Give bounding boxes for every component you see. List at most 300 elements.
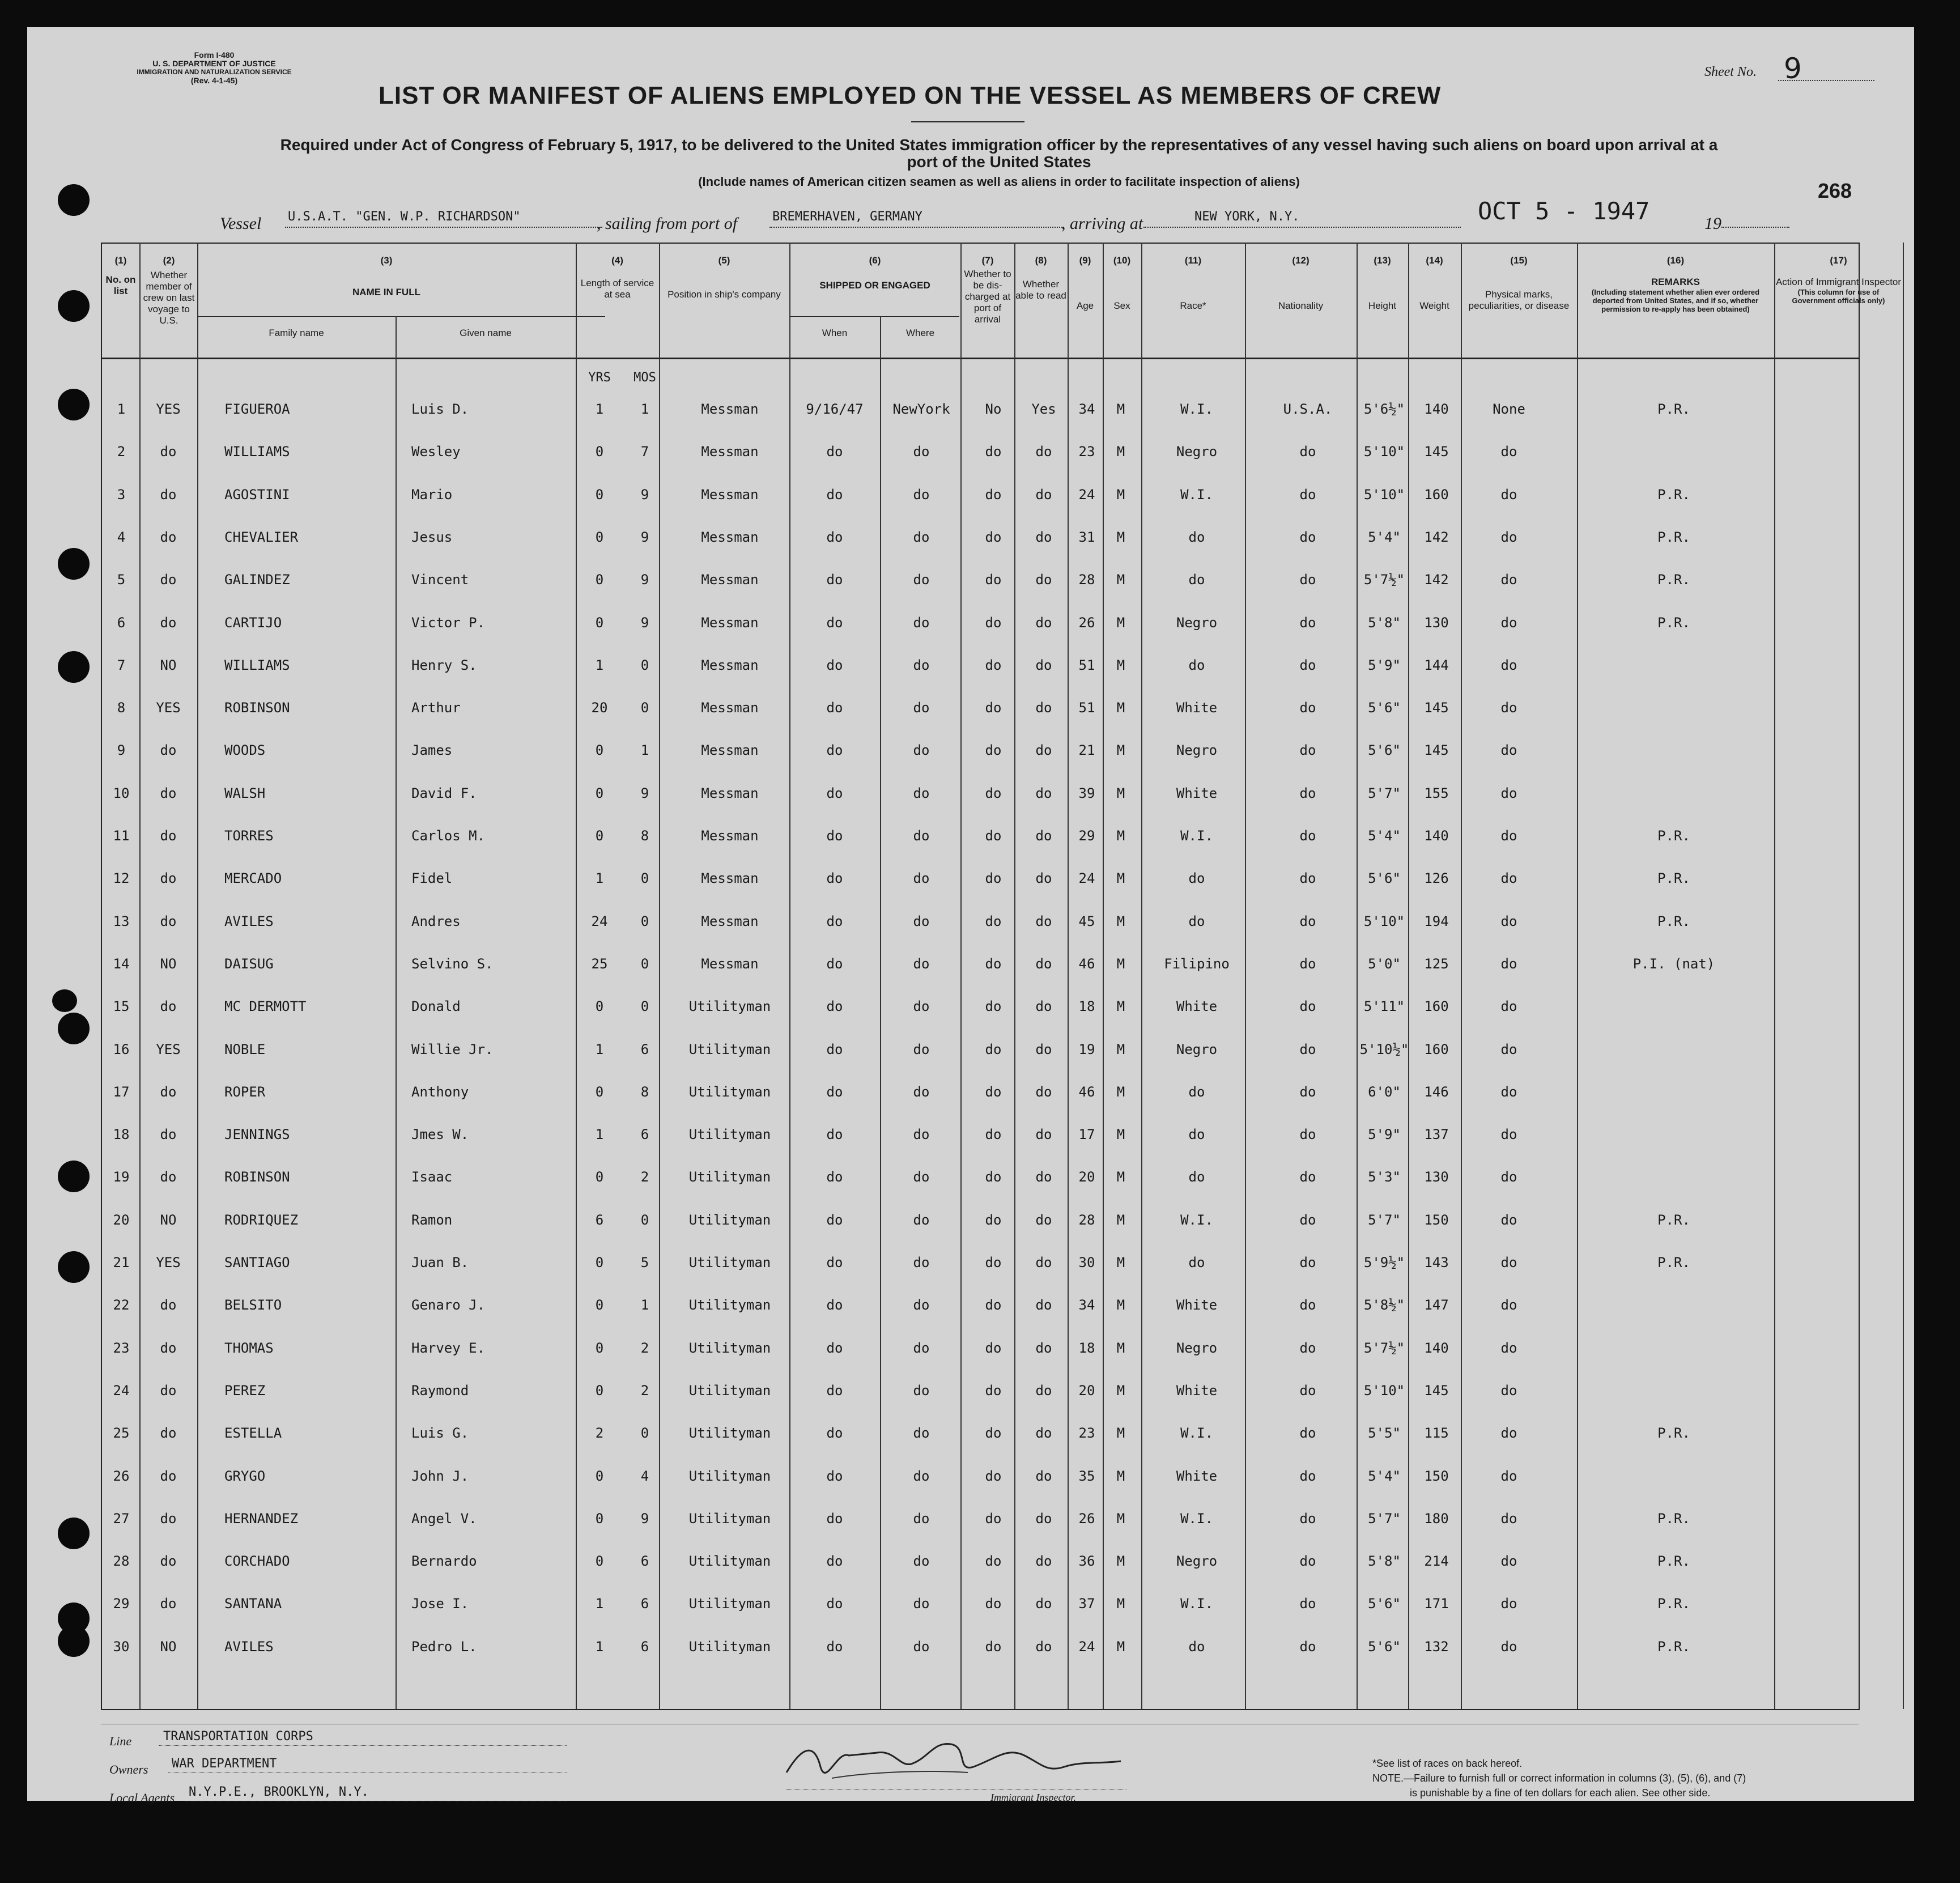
cell-able-to-read: do	[1035, 1084, 1052, 1100]
cell-shipped-when: do	[826, 998, 843, 1014]
cell-race: do	[1188, 870, 1205, 886]
cell-sex: M	[1116, 1340, 1125, 1356]
cell-age: 30	[1078, 1255, 1095, 1270]
cell-position: Utilityman	[688, 1596, 771, 1612]
cell-height: 5'3"	[1368, 1169, 1401, 1185]
cell-age: 51	[1078, 700, 1095, 716]
cell-family-name: RODRIQUEZ	[224, 1212, 299, 1228]
cell-shipped-when: do	[826, 444, 843, 460]
cell-previous-voyage: NO	[160, 956, 177, 972]
cell-family-name: GALINDEZ	[224, 572, 290, 588]
cell-shipped-where: do	[913, 1340, 930, 1356]
cell-position: Utilityman	[688, 1042, 771, 1057]
header-sublabel: (This column for use of Government officials only)	[1792, 288, 1885, 305]
form-dept: U. S. DEPARTMENT OF JUSTICE	[152, 59, 276, 68]
cell-shipped-when: do	[826, 1383, 843, 1399]
cell-shipped-when: do	[826, 1255, 843, 1270]
col-rule	[1903, 243, 1904, 1709]
cell-family-name: PEREZ	[224, 1383, 266, 1399]
cell-given-name: John J.	[411, 1468, 469, 1484]
header-label: Age	[1076, 300, 1094, 311]
cell-service-months: 6	[640, 1553, 649, 1569]
cell-previous-voyage: do	[160, 742, 177, 758]
cell-able-to-read: do	[1035, 1468, 1052, 1484]
cell-sex: M	[1116, 1596, 1125, 1612]
cell-shipped-where: do	[913, 785, 930, 801]
header-sex	[1104, 255, 1140, 312]
col-rule	[1014, 243, 1015, 1709]
cell-sex: M	[1116, 1383, 1125, 1399]
cell-sex: M	[1116, 1212, 1125, 1228]
cell-height: 5'7"	[1368, 1511, 1401, 1527]
cell-age: 39	[1078, 785, 1095, 801]
cell-weight: 180	[1424, 1511, 1449, 1527]
crew-table	[101, 243, 1860, 1710]
cell-physical-marks: do	[1500, 1340, 1517, 1356]
owners-value: WAR DEPARTMENT	[172, 1757, 277, 1771]
cell-discharged: do	[985, 572, 1002, 588]
cell-service-months: 1	[640, 742, 649, 758]
cell-remarks: P.I. (nat)	[1632, 956, 1715, 972]
arrival-date-stamp: OCT 5 - 1947	[1478, 197, 1650, 225]
cell-position: Messman	[701, 487, 759, 503]
header-physical-marks	[1462, 255, 1576, 312]
cell-race: White	[1176, 1297, 1218, 1313]
inspector-label: Immigrant Inspector.	[990, 1792, 1076, 1803]
cell-weight: 130	[1424, 615, 1449, 631]
cell-race: White	[1176, 785, 1218, 801]
cell-service-years: 0	[595, 828, 604, 844]
cell-row-number: 6	[117, 615, 126, 631]
cell-family-name: HERNANDEZ	[224, 1511, 299, 1527]
cell-shipped-where: do	[913, 444, 930, 460]
sheet-number-line	[1778, 80, 1874, 81]
cell-position: Messman	[701, 742, 759, 758]
cell-shipped-when: do	[826, 828, 843, 844]
cell-weight: 150	[1424, 1468, 1449, 1484]
cell-height: 5'6½"	[1363, 401, 1405, 417]
cell-service-months: 1	[640, 401, 649, 417]
cell-given-name: Mario	[411, 487, 453, 503]
cell-sex: M	[1116, 742, 1125, 758]
line-value: TRANSPORTATION CORPS	[163, 1729, 313, 1744]
cell-family-name: CORCHADO	[224, 1553, 290, 1569]
cell-sex: M	[1116, 1553, 1125, 1569]
year-label: 19	[1704, 214, 1721, 233]
cell-height: 5'10"	[1363, 487, 1405, 503]
cell-row-number: 16	[113, 1042, 130, 1057]
cell-position: Messman	[701, 615, 759, 631]
cell-weight: 214	[1424, 1553, 1449, 1569]
penalty-note-2: is punishable by a fine of ten dollars for each alien. See other side.	[1410, 1787, 1711, 1799]
cell-given-name: Jose I.	[411, 1596, 469, 1612]
cell-shipped-when: do	[826, 615, 843, 631]
cell-given-name: Andres	[411, 913, 461, 929]
cell-race: W.I.	[1180, 1212, 1213, 1228]
cell-discharged: do	[985, 1084, 1002, 1100]
header-num: (14)	[1426, 255, 1443, 266]
cell-age: 24	[1078, 870, 1095, 886]
cell-shipped-where: do	[913, 1084, 930, 1100]
cell-shipped-where: do	[913, 1255, 930, 1270]
cell-age: 45	[1078, 913, 1095, 929]
cell-row-number: 7	[117, 657, 126, 673]
cell-able-to-read: do	[1035, 1511, 1052, 1527]
vessel-name: U.S.A.T. "GEN. W.P. RICHARDSON"	[288, 210, 521, 224]
cell-discharged: do	[985, 1212, 1002, 1228]
cell-able-to-read: do	[1035, 700, 1052, 716]
header-height	[1358, 255, 1407, 312]
cell-remarks: P.R.	[1657, 1425, 1690, 1441]
header-label: Whether to be dis-charged at port of arrival	[964, 269, 1011, 325]
col-rule	[1774, 243, 1775, 1709]
cell-row-number: 21	[113, 1255, 130, 1270]
cell-family-name: FIGUEROA	[224, 401, 290, 417]
cell-height: 5'7½"	[1363, 572, 1405, 588]
cell-previous-voyage: do	[160, 913, 177, 929]
header-position	[660, 255, 788, 300]
header-service-length	[577, 255, 658, 300]
cell-family-name: ROPER	[224, 1084, 266, 1100]
cell-service-months: 9	[640, 785, 649, 801]
cell-service-months: 9	[640, 615, 649, 631]
cell-race: Negro	[1176, 615, 1218, 631]
cell-service-years: 2	[595, 1425, 604, 1441]
cell-previous-voyage: do	[160, 1553, 177, 1569]
cell-previous-voyage: do	[160, 444, 177, 460]
cell-family-name: CHEVALIER	[224, 529, 299, 545]
cell-shipped-where: do	[913, 1169, 930, 1185]
cell-given-name: Willie Jr.	[411, 1042, 494, 1057]
cell-able-to-read: do	[1035, 1255, 1052, 1270]
cell-previous-voyage: do	[160, 1084, 177, 1100]
cell-height: 5'9"	[1368, 1127, 1401, 1142]
cell-given-name: James	[411, 742, 453, 758]
cell-service-years: 0	[595, 615, 604, 631]
header-num: (12)	[1292, 255, 1309, 266]
cell-able-to-read: do	[1035, 1212, 1052, 1228]
cell-physical-marks: do	[1500, 444, 1517, 460]
cell-nationality: do	[1299, 1127, 1316, 1142]
arriving-port: NEW YORK, N.Y.	[1194, 210, 1300, 224]
cell-previous-voyage: NO	[160, 1639, 177, 1655]
col-rule	[576, 243, 577, 1709]
cell-previous-voyage: do	[160, 1596, 177, 1612]
cell-service-years: 0	[595, 487, 604, 503]
cell-sex: M	[1116, 1468, 1125, 1484]
header-label: REMARKS	[1651, 277, 1700, 287]
cell-previous-voyage: do	[160, 828, 177, 844]
cell-age: 36	[1078, 1553, 1095, 1569]
cell-service-months: 0	[640, 870, 649, 886]
cell-discharged: do	[985, 828, 1002, 844]
cell-height: 5'6"	[1368, 1596, 1401, 1612]
cell-age: 24	[1078, 487, 1095, 503]
cell-previous-voyage: do	[160, 1340, 177, 1356]
cell-able-to-read: do	[1035, 1553, 1052, 1569]
cell-position: Messman	[701, 401, 759, 417]
cell-race: do	[1188, 572, 1205, 588]
cell-given-name: Isaac	[411, 1169, 453, 1185]
cell-able-to-read: do	[1035, 998, 1052, 1014]
cell-shipped-where: do	[913, 1127, 930, 1142]
header-num: (17)	[1830, 255, 1847, 266]
cell-able-to-read: Yes	[1031, 401, 1056, 417]
cell-service-months: 0	[640, 998, 649, 1014]
cell-service-months: 2	[640, 1383, 649, 1399]
cell-discharged: do	[985, 700, 1002, 716]
cell-discharged: No	[985, 401, 1002, 417]
header-able-to-read	[1015, 255, 1066, 301]
header-num: (5)	[718, 255, 730, 266]
cell-row-number: 22	[113, 1297, 130, 1313]
cell-physical-marks: do	[1500, 785, 1517, 801]
cell-service-months: 9	[640, 529, 649, 545]
cell-race: W.I.	[1180, 487, 1213, 503]
cell-nationality: do	[1299, 1169, 1316, 1185]
cell-physical-marks: do	[1500, 1425, 1517, 1441]
cell-physical-marks: do	[1500, 742, 1517, 758]
cell-remarks: P.R.	[1657, 572, 1690, 588]
years-subheader: YRS	[588, 371, 611, 385]
cell-previous-voyage: YES	[156, 1042, 181, 1057]
header-weight	[1409, 255, 1460, 312]
cell-previous-voyage: do	[160, 785, 177, 801]
cell-weight: 125	[1424, 956, 1449, 972]
cell-able-to-read: do	[1035, 742, 1052, 758]
subtitle-requirement: Required under Act of Congress of February 5, 1917, to be delivered to the United States immigration officer by the representatives of any vessel having such aliens on board upon arrival at a	[280, 136, 1718, 154]
cell-physical-marks: do	[1500, 1468, 1517, 1484]
header-label: Whether able to read	[1015, 279, 1066, 301]
cell-previous-voyage: do	[160, 1297, 177, 1313]
cell-shipped-where: do	[913, 1042, 930, 1057]
cell-shipped-where: do	[913, 1639, 930, 1655]
cell-weight: 145	[1424, 444, 1449, 460]
cell-previous-voyage: do	[160, 487, 177, 503]
cell-weight: 145	[1424, 700, 1449, 716]
cell-position: Utilityman	[688, 1169, 771, 1185]
subtitle-port: port of the United States	[907, 153, 1091, 171]
cell-family-name: MERCADO	[224, 870, 282, 886]
cell-shipped-when: do	[826, 700, 843, 716]
cell-row-number: 18	[113, 1127, 130, 1142]
cell-service-years: 1	[595, 1596, 604, 1612]
penalty-note-1: NOTE.—Failure to furnish full or correct information in columns (3), (5), (6), and (7)	[1372, 1773, 1746, 1784]
cell-age: 17	[1078, 1127, 1095, 1142]
cell-sex: M	[1116, 444, 1125, 460]
cell-previous-voyage: YES	[156, 1255, 181, 1270]
cell-race: White	[1176, 998, 1218, 1014]
cell-service-years: 0	[595, 529, 604, 545]
cell-nationality: do	[1299, 1340, 1316, 1356]
sheet-number: 9	[1784, 52, 1802, 85]
cell-remarks: P.R.	[1657, 487, 1690, 503]
cell-family-name: WILLIAMS	[224, 657, 290, 673]
header-label: Whether member of crew on last voyage to U.S.	[143, 270, 195, 326]
cell-given-name: Juan B.	[411, 1255, 469, 1270]
cell-weight: 155	[1424, 785, 1449, 801]
cell-service-months: 8	[640, 828, 649, 844]
cell-nationality: do	[1299, 444, 1316, 460]
cell-shipped-where: do	[913, 615, 930, 631]
cell-discharged: do	[985, 444, 1002, 460]
cell-service-years: 0	[595, 1383, 604, 1399]
cell-nationality: do	[1299, 913, 1316, 929]
cell-height: 5'4"	[1368, 1468, 1401, 1484]
races-note: *See list of races on back hereof.	[1372, 1758, 1523, 1769]
cell-nationality: do	[1299, 700, 1316, 716]
header-num: (7)	[981, 255, 994, 266]
cell-remarks: P.R.	[1657, 913, 1690, 929]
cell-weight: 130	[1424, 1169, 1449, 1185]
months-subheader: MOS	[634, 371, 656, 385]
cell-discharged: do	[985, 487, 1002, 503]
cell-remarks: P.R.	[1657, 1212, 1690, 1228]
cell-shipped-where: do	[913, 742, 930, 758]
cell-race: White	[1176, 1468, 1218, 1484]
cell-service-years: 0	[595, 1169, 604, 1185]
cell-nationality: do	[1299, 1383, 1316, 1399]
cell-given-name: Jesus	[411, 529, 453, 545]
cell-discharged: do	[985, 1255, 1002, 1270]
header-label: Length of service at sea	[580, 278, 654, 300]
cell-row-number: 11	[113, 828, 130, 844]
cell-position: Utilityman	[688, 1511, 771, 1527]
cell-family-name: THOMAS	[224, 1340, 274, 1356]
cell-position: Utilityman	[688, 998, 771, 1014]
cell-shipped-when: do	[826, 870, 843, 886]
header-label: NAME IN FULL	[352, 287, 420, 297]
cell-given-name: Fidel	[411, 870, 453, 886]
owners-label: Owners	[109, 1762, 148, 1776]
sailing-port: BREMERHAVEN, GERMANY	[772, 210, 922, 224]
cell-nationality: do	[1299, 1425, 1316, 1441]
cell-family-name: WALSH	[224, 785, 266, 801]
col-rule	[1245, 243, 1246, 1709]
cell-previous-voyage: do	[160, 998, 177, 1014]
header-num: (10)	[1113, 255, 1131, 266]
cell-service-years: 1	[595, 1127, 604, 1142]
cell-row-number: 24	[113, 1383, 130, 1399]
cell-shipped-when: do	[826, 1169, 843, 1185]
cell-age: 24	[1078, 1639, 1095, 1655]
cell-discharged: do	[985, 615, 1002, 631]
cell-position: Messman	[701, 444, 759, 460]
punch-hole	[52, 989, 77, 1012]
col-rule	[139, 243, 141, 1709]
cell-remarks: P.R.	[1657, 529, 1690, 545]
cell-family-name: WOODS	[224, 742, 266, 758]
cell-position: Messman	[701, 870, 759, 886]
cell-previous-voyage: do	[160, 529, 177, 545]
cell-remarks: P.R.	[1657, 828, 1690, 844]
cell-age: 23	[1078, 444, 1095, 460]
cell-race: White	[1176, 1383, 1218, 1399]
cell-able-to-read: do	[1035, 487, 1052, 503]
cell-previous-voyage: NO	[160, 1212, 177, 1228]
cell-row-number: 23	[113, 1340, 130, 1356]
cell-nationality: do	[1299, 828, 1316, 844]
cell-row-number: 13	[113, 913, 130, 929]
cell-given-name: Arthur	[411, 700, 461, 716]
cell-shipped-when: do	[826, 956, 843, 972]
cell-weight: 150	[1424, 1212, 1449, 1228]
cell-discharged: do	[985, 870, 1002, 886]
cell-physical-marks: do	[1500, 1042, 1517, 1057]
cell-able-to-read: do	[1035, 1127, 1052, 1142]
cell-remarks: P.R.	[1657, 1255, 1690, 1270]
punch-hole	[58, 1251, 90, 1283]
cell-age: 37	[1078, 1596, 1095, 1612]
cell-race: W.I.	[1180, 1425, 1213, 1441]
header-label: Sex	[1113, 300, 1130, 311]
cell-discharged: do	[985, 1340, 1002, 1356]
vessel-rule	[285, 227, 602, 228]
cell-height: 5'10"	[1363, 1383, 1405, 1399]
cell-position: Messman	[701, 785, 759, 801]
cell-physical-marks: do	[1500, 956, 1517, 972]
header-label: Position in ship's company	[667, 289, 781, 300]
cell-shipped-when: do	[826, 572, 843, 588]
sailing-rule	[769, 227, 1064, 228]
cell-position: Messman	[701, 700, 759, 716]
cell-able-to-read: do	[1035, 956, 1052, 972]
cell-age: 46	[1078, 956, 1095, 972]
cell-able-to-read: do	[1035, 1042, 1052, 1057]
cell-height: 5'4"	[1368, 828, 1401, 844]
cell-sex: M	[1116, 913, 1125, 929]
cell-age: 34	[1078, 401, 1095, 417]
cell-nationality: do	[1299, 956, 1316, 972]
cell-given-name: David F.	[411, 785, 477, 801]
cell-height: 5'7½"	[1363, 1340, 1405, 1356]
agents-label: Local Agents	[109, 1791, 175, 1805]
cell-sex: M	[1116, 657, 1125, 673]
cell-row-number: 8	[117, 700, 126, 716]
cell-sex: M	[1116, 828, 1125, 844]
header-age	[1069, 255, 1102, 312]
cell-age: 46	[1078, 1084, 1095, 1100]
cell-age: 20	[1078, 1383, 1095, 1399]
cell-shipped-when: do	[826, 913, 843, 929]
cell-sex: M	[1116, 785, 1125, 801]
cell-sex: M	[1116, 401, 1125, 417]
col-rule	[1068, 243, 1069, 1709]
cell-row-number: 26	[113, 1468, 130, 1484]
cell-discharged: do	[985, 913, 1002, 929]
cell-able-to-read: do	[1035, 615, 1052, 631]
cell-row-number: 9	[117, 742, 126, 758]
cell-discharged: do	[985, 529, 1002, 545]
cell-physical-marks: do	[1500, 870, 1517, 886]
col-rule	[789, 243, 790, 1709]
cell-service-years: 20	[591, 700, 608, 716]
cell-sex: M	[1116, 529, 1125, 545]
cell-row-number: 2	[117, 444, 126, 460]
line-rule	[159, 1745, 567, 1746]
cell-race: do	[1188, 1127, 1205, 1142]
punch-hole	[58, 651, 90, 683]
cell-row-number: 15	[113, 998, 130, 1014]
cell-service-years: 0	[595, 1084, 604, 1100]
col-rule	[659, 243, 660, 1709]
cell-discharged: do	[985, 1169, 1002, 1185]
cell-nationality: do	[1299, 1596, 1316, 1612]
cell-weight: 145	[1424, 1383, 1449, 1399]
cell-service-years: 0	[595, 572, 604, 588]
sheet-number-label: Sheet No.	[1704, 65, 1757, 79]
cell-race: do	[1188, 1639, 1205, 1655]
